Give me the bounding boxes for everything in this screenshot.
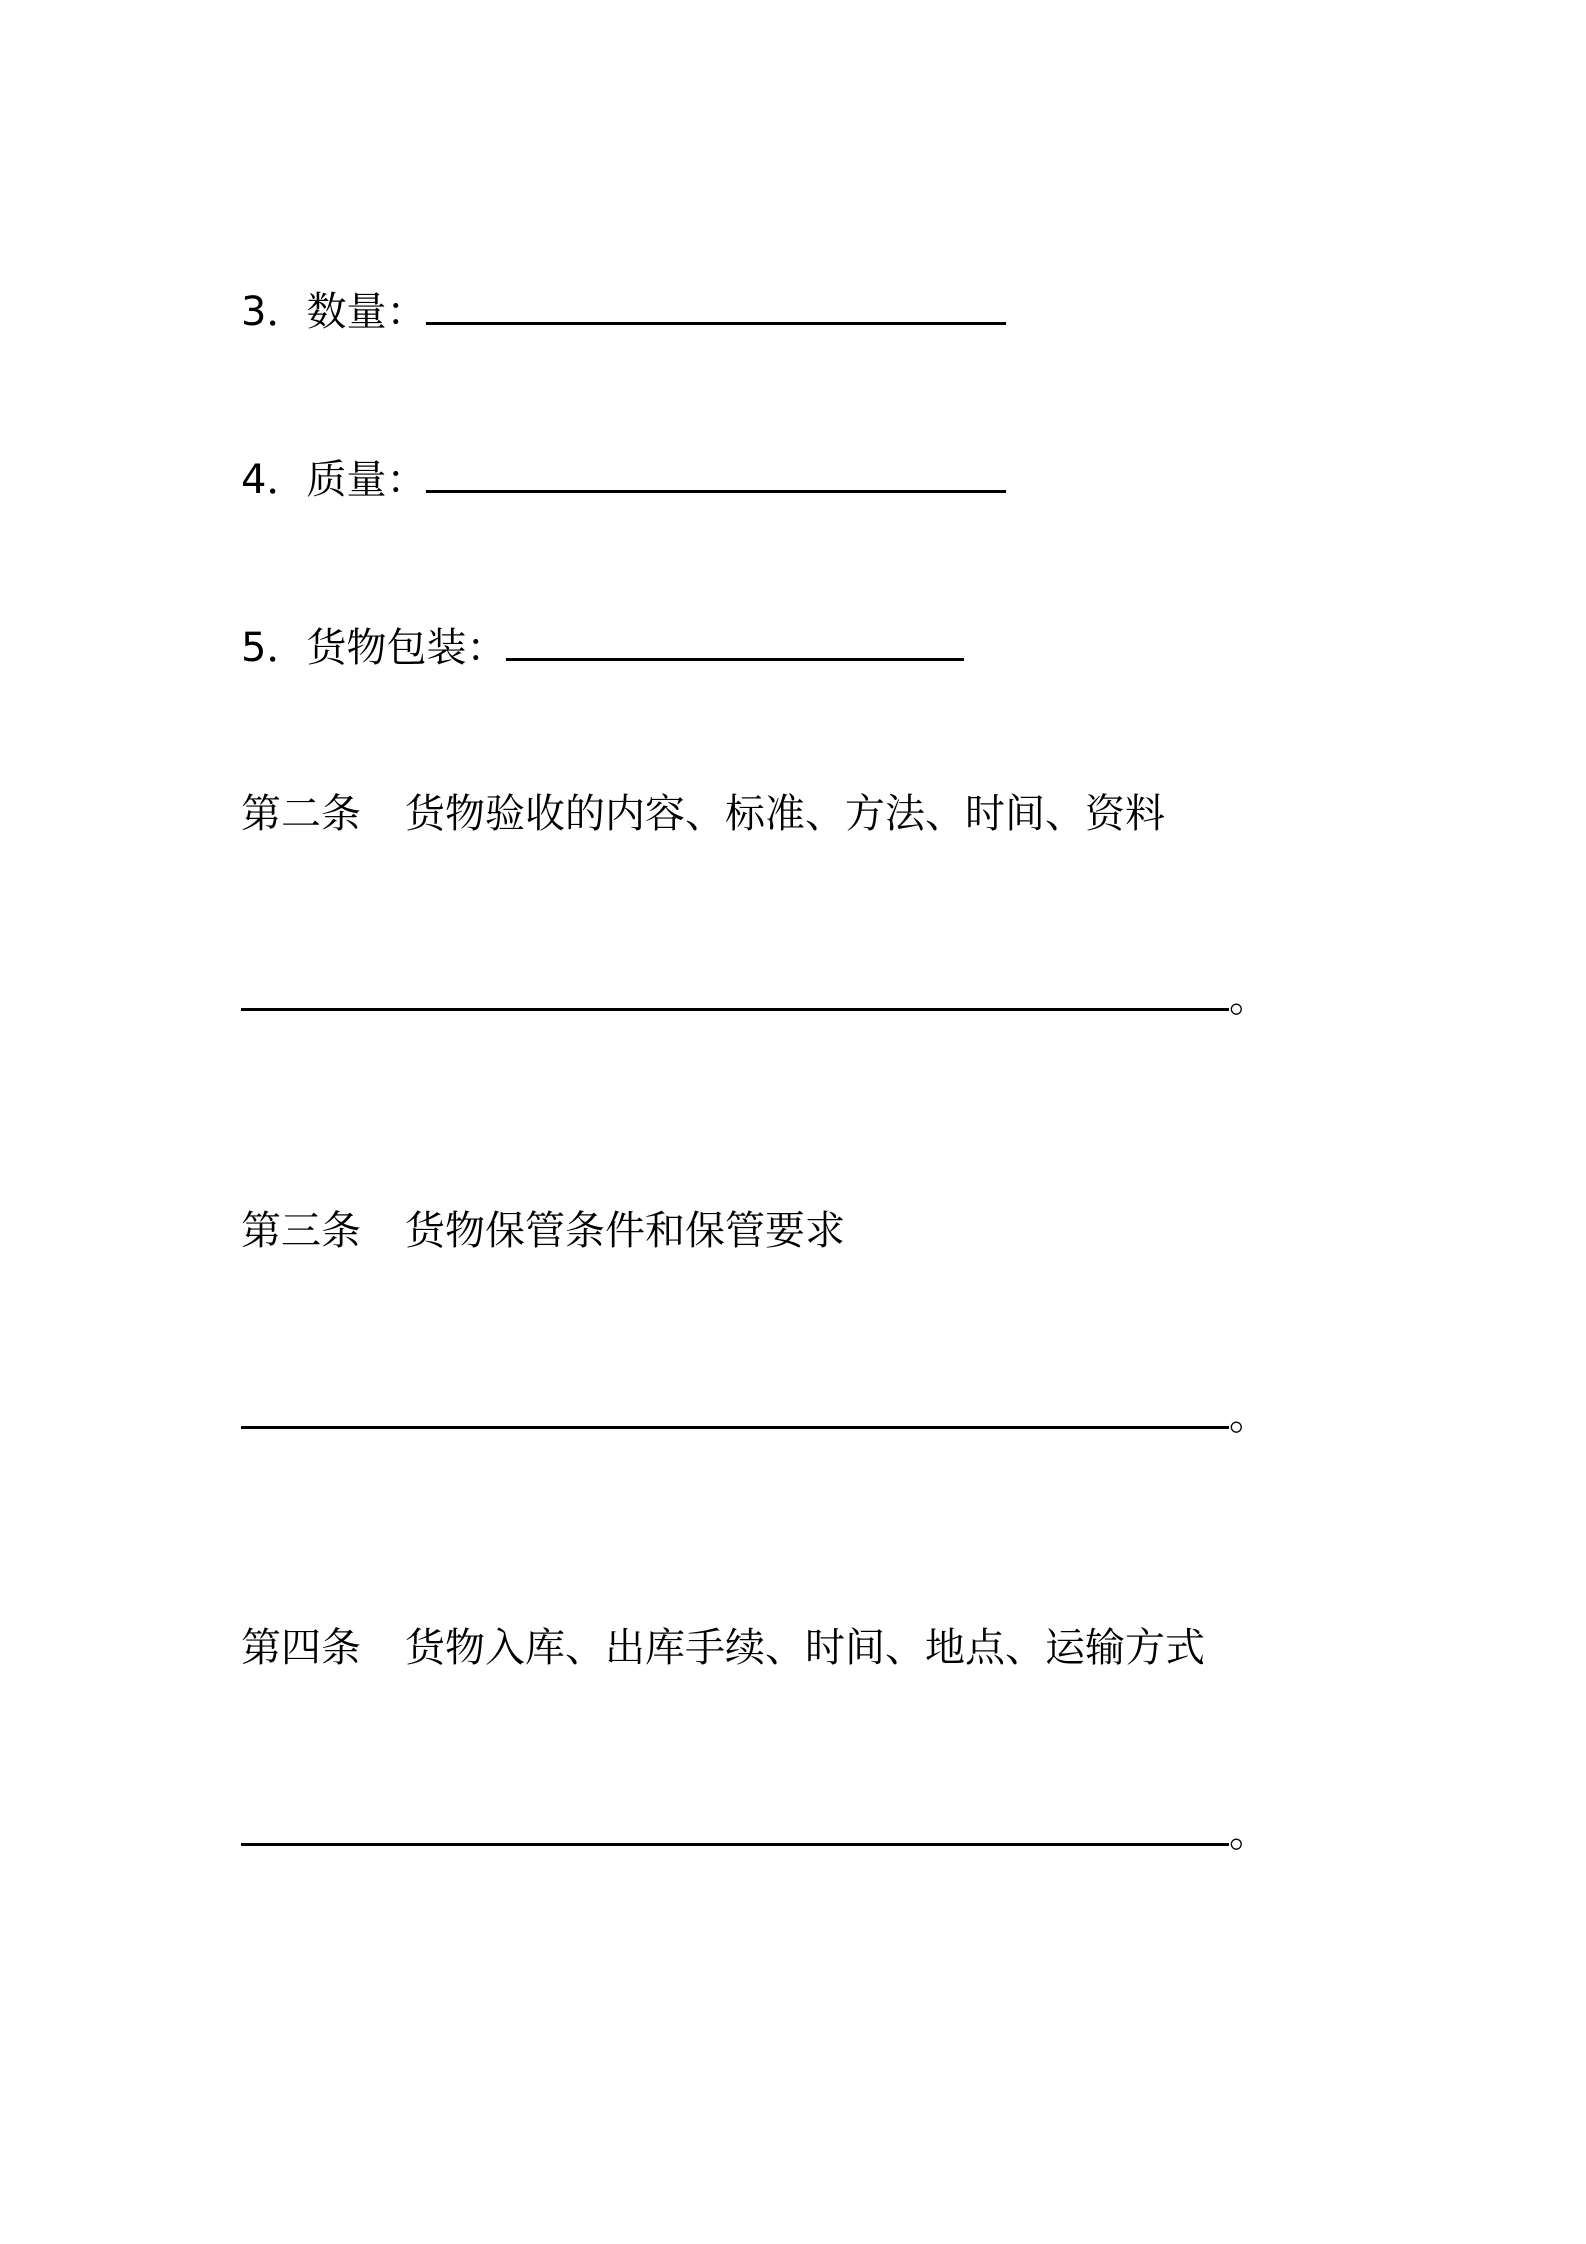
item-number: 5． xyxy=(241,625,307,671)
item-label: 货物包装： xyxy=(306,625,507,671)
article-title: 货物入库、出库手续、时间、地点、运输方式 xyxy=(405,1625,1205,1671)
article-answer-line xyxy=(241,1805,1269,1859)
fill-in-blank[interactable] xyxy=(426,284,1006,325)
item-label: 质量： xyxy=(306,457,427,503)
end-mark: 。 xyxy=(1229,1393,1269,1439)
article-number: 第二条 xyxy=(241,791,361,837)
article-answer-line xyxy=(241,970,1269,1024)
end-mark: 。 xyxy=(1229,1810,1269,1856)
fill-in-blank[interactable] xyxy=(241,970,1229,1011)
article-title: 货物验收的内容、标准、方法、时间、资料 xyxy=(405,791,1165,837)
article-number: 第三条 xyxy=(241,1208,361,1254)
article-heading xyxy=(241,1622,1205,1674)
fill-in-blank[interactable] xyxy=(241,1805,1229,1846)
item-number: 4． xyxy=(241,457,307,503)
article-heading xyxy=(241,1205,845,1257)
article-number: 第四条 xyxy=(241,1625,361,1671)
item-packaging xyxy=(241,620,964,674)
fill-in-blank[interactable] xyxy=(241,1388,1229,1429)
article-answer-line xyxy=(241,1388,1269,1442)
article-heading xyxy=(241,788,1165,840)
fill-in-blank[interactable] xyxy=(506,620,964,661)
item-quality xyxy=(241,452,1006,506)
item-label: 数量： xyxy=(306,289,427,335)
end-mark: 。 xyxy=(1229,975,1269,1021)
fill-in-blank[interactable] xyxy=(426,452,1006,493)
item-quantity xyxy=(241,284,1006,338)
item-number: 3． xyxy=(241,289,307,335)
article-title: 货物保管条件和保管要求 xyxy=(405,1208,845,1254)
